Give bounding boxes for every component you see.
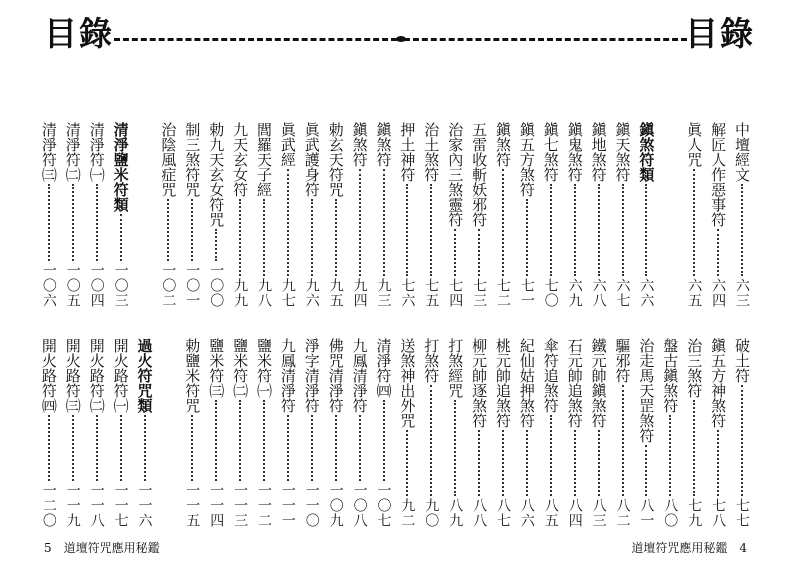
- toc-entry: [254, 122, 274, 308]
- toc-entry: [397, 122, 417, 308]
- toc-entry-page: 一一二: [256, 483, 272, 528]
- toc-entry: [326, 122, 346, 308]
- dot-leader: [526, 199, 528, 276]
- toc-entry-title: 閭羅天子經: [255, 122, 273, 197]
- toc-entry-title: 眞人咒: [685, 122, 704, 167]
- toc-entry-title: 清淨符㈠: [87, 122, 106, 182]
- toc-entry-page: 一〇一: [184, 263, 201, 308]
- toc-entry-page: 一〇八: [351, 483, 368, 528]
- dot-leader: [550, 415, 552, 496]
- toc-entry: [541, 122, 561, 308]
- toc-entry-title: 破土符: [733, 338, 751, 383]
- toc-entry-title: 盤古鎭煞符: [661, 338, 680, 413]
- toc-entry-title: 中壇經文: [733, 122, 751, 182]
- toc-entry-title: 鎭煞符: [374, 122, 393, 167]
- dot-leader: [191, 199, 193, 261]
- toc-entry-title: 勅玄天符咒: [326, 122, 345, 197]
- toc-entry-title: 鹽米符㈢: [207, 338, 226, 398]
- dot-leader: [215, 400, 217, 481]
- dot-leader: [167, 199, 169, 261]
- toc-entry: [230, 338, 250, 528]
- toc-entry-page: 九六: [303, 278, 320, 308]
- toc-entry-page: 一〇七: [375, 483, 392, 528]
- dot-leader: [335, 415, 337, 481]
- toc-entry-title: 送煞神出外咒: [398, 338, 417, 428]
- toc-entry-page: 七四: [447, 278, 464, 308]
- toc-entry-page: 一〇〇: [208, 263, 225, 308]
- dot-leader: [741, 184, 743, 276]
- toc-entry-page: 七九: [686, 498, 703, 528]
- dot-leader: [335, 199, 337, 276]
- dot-leader: [287, 169, 289, 276]
- toc-entry-title: 開火路符㈡: [87, 338, 106, 413]
- toc-entry-title: 清淨符㈣: [374, 338, 393, 398]
- toc-entry-page: 九八: [256, 278, 272, 308]
- toc-entry: [613, 338, 633, 528]
- toc-entry-page: 一二〇: [40, 483, 57, 528]
- book-title-left: 道壇符咒應用秘鑑: [63, 541, 160, 555]
- toc-entry-title: 鎭煞符類: [637, 122, 656, 182]
- toc-entry-page: 七五: [423, 278, 440, 308]
- toc-entry-page: 一一七: [112, 483, 129, 528]
- dot-leader: [502, 169, 504, 276]
- dot-leader: [311, 415, 313, 481]
- dot-leader: [454, 400, 456, 496]
- toc-entry-title: 淨字清淨符: [302, 338, 321, 413]
- toc-entry-page: 一一一: [279, 483, 296, 528]
- toc-entry-page: 一〇二: [160, 263, 177, 308]
- toc-entry-title: 開火路符㈢: [63, 338, 82, 413]
- dot-leader: [622, 184, 624, 276]
- toc-entry: [565, 338, 585, 528]
- toc-entry-title: 九鳳清淨符: [350, 338, 369, 413]
- toc-entry: [421, 338, 441, 528]
- toc-entry-page: 八八: [471, 498, 488, 528]
- dot-leader: [502, 430, 504, 496]
- dot-leader: [359, 415, 361, 481]
- toc-entry: [374, 338, 394, 528]
- toc-entry: [87, 122, 107, 308]
- dot-leader: [359, 169, 361, 276]
- toc-entry-page: 七七: [734, 498, 750, 528]
- toc-entry-page: 一〇三: [112, 263, 129, 308]
- toc-entry: [397, 338, 417, 528]
- toc-entry: [636, 338, 656, 528]
- toc-entry: [469, 338, 489, 528]
- toc-entry-page: 六七: [614, 278, 631, 308]
- toc-entry: [493, 122, 513, 308]
- toc-entry: [158, 122, 178, 308]
- toc-entry: [111, 338, 131, 528]
- toc-entry-title: 傘符追煞符: [541, 338, 560, 413]
- dot-leader: [263, 199, 265, 276]
- toc-entry-title: 眞武護身符: [302, 122, 321, 197]
- dot-leader: [526, 430, 528, 496]
- toc-entry-title: 五雷收斬妖邪符: [470, 122, 489, 227]
- dot-leader: [717, 229, 719, 276]
- dot-leader: [72, 415, 74, 481]
- toc-entry: [517, 338, 537, 528]
- dot-leader: [669, 415, 671, 496]
- toc-entry-title: 解匠人作惡事符: [709, 122, 728, 227]
- toc-entry-page: 八六: [518, 498, 535, 528]
- toc-entry: [684, 338, 704, 528]
- dot-leader: [430, 184, 432, 276]
- toc-entry: [541, 338, 561, 528]
- toc-entry: [565, 122, 585, 308]
- toc-entry-page: 一〇九: [327, 483, 344, 528]
- toc-entry-page: 八二: [614, 498, 631, 528]
- header-rule-left: [114, 38, 397, 41]
- dot-leader: [693, 400, 695, 496]
- toc-entry: [278, 338, 298, 528]
- toc-entry: [230, 122, 250, 308]
- toc-entry-title: 押土神符: [398, 122, 417, 182]
- toc-entry-page: 六八: [590, 278, 607, 308]
- toc-entry-page: 一〇四: [88, 263, 105, 308]
- toc-entry: [684, 122, 704, 308]
- toc-entry-page: 八五: [542, 498, 559, 528]
- toc-entry: [469, 122, 489, 308]
- toc-entry-page: 九〇: [423, 498, 440, 528]
- dot-leader: [550, 184, 552, 276]
- toc-entry: [302, 338, 322, 528]
- toc-entry-title: 九鳳清淨符: [278, 338, 297, 413]
- toc-entry-page: 七一: [518, 278, 535, 308]
- toc-entry: [421, 122, 441, 308]
- toc-entry: [182, 338, 202, 528]
- toc-entry: [493, 338, 513, 528]
- toc-entry-title: 制三煞符咒: [183, 122, 202, 197]
- toc-entry-title: 佛咒清淨符: [326, 338, 345, 413]
- toc-entry: [350, 338, 370, 528]
- toc-entry-title: 九天玄女符: [231, 122, 250, 197]
- toc-entry: [589, 338, 609, 528]
- toc-entry-page: 七六: [399, 278, 416, 308]
- dot-leader: [120, 415, 122, 481]
- toc-entry-page: 九四: [351, 278, 368, 308]
- dot-leader: [120, 214, 122, 261]
- toc-entry: [445, 338, 465, 528]
- dot-leader: [239, 400, 241, 481]
- toc-entry-page: 九五: [327, 278, 344, 308]
- toc-entry-title: 鐵元帥鎭煞符: [589, 338, 608, 428]
- dot-leader: [239, 199, 241, 276]
- dot-leader: [263, 400, 265, 481]
- toc-entry-page: 六四: [710, 278, 727, 308]
- toc-entry: [660, 338, 680, 528]
- toc-entry-title: 清淨符㈢: [39, 122, 58, 182]
- toc-entry-title: 清淨符㈡: [63, 122, 82, 182]
- toc-entry-title: 治陰風症咒: [159, 122, 178, 197]
- toc-entry-title: 鎭五方煞符: [517, 122, 536, 197]
- toc-entry-title: 清淨鹽米符類: [111, 122, 130, 212]
- toc-entry: [182, 122, 202, 308]
- toc-entry-page: 八〇: [662, 498, 679, 528]
- page-number-right: 4: [739, 541, 747, 555]
- toc-entry-title: 紀仙姑押煞符: [517, 338, 536, 428]
- toc-entry-page: 八三: [590, 498, 607, 528]
- toc-entry-title: 鎭五方神煞符: [709, 338, 728, 428]
- toc-entry-page: 六三: [734, 278, 750, 308]
- dot-leader: [598, 430, 600, 496]
- dot-leader: [622, 385, 624, 496]
- toc-entry-title: 眞武經: [278, 122, 297, 167]
- dot-leader: [645, 184, 647, 276]
- toc-entry: [326, 338, 346, 528]
- toc-entry-title: 勅九天玄女符咒: [207, 122, 226, 227]
- dot-leader: [478, 430, 480, 496]
- toc-entry-page: 六九: [566, 278, 583, 308]
- toc-entry-page: 七〇: [542, 278, 559, 308]
- toc-entry: [732, 338, 752, 528]
- toc-entry: [732, 122, 752, 308]
- page-title-right: 目錄: [685, 14, 755, 53]
- dot-leader: [311, 199, 313, 276]
- toc-entry-page: 九九: [232, 278, 249, 308]
- toc-entry-title: 鎭煞符: [350, 122, 369, 167]
- dot-leader: [96, 184, 98, 261]
- toc-entry-page: 九七: [279, 278, 296, 308]
- dot-leader: [48, 184, 50, 261]
- dot-leader: [383, 400, 385, 481]
- toc-entry-page: 七八: [710, 498, 727, 528]
- toc-entry-page: 八九: [447, 498, 464, 528]
- toc-entry-page: 八七: [495, 498, 511, 528]
- dot-leader: [96, 415, 98, 481]
- toc-entry-title: 鎭鬼煞符: [565, 122, 584, 182]
- toc-entry: [589, 122, 609, 308]
- toc-entry-page: 八四: [566, 498, 583, 528]
- dot-leader: [72, 184, 74, 261]
- toc-entry: [636, 122, 656, 308]
- dot-leader: [478, 229, 480, 276]
- toc-entry: [302, 122, 322, 308]
- toc-entry-page: 八一: [638, 498, 655, 528]
- toc-entry-title: 驅邪符: [613, 338, 632, 383]
- dot-leader: [693, 169, 695, 276]
- toc-entry-title: 鹽米符㈡: [231, 338, 250, 398]
- dot-leader: [454, 229, 456, 276]
- toc-entry: [135, 338, 155, 528]
- footer-left: [38, 540, 166, 556]
- toc-entry-title: 鎭地煞符: [589, 122, 608, 182]
- toc-entry: [63, 338, 83, 528]
- toc-entry: [111, 122, 131, 308]
- toc-entry-page: 一一九: [64, 483, 81, 528]
- header-rule-right: [404, 38, 687, 41]
- toc-entry: [206, 122, 226, 308]
- toc-entry-title: 石元帥追煞符: [565, 338, 584, 428]
- toc-entry-page: 六六: [638, 278, 655, 308]
- dot-leader: [645, 445, 647, 496]
- toc-entry: [87, 338, 107, 528]
- toc-entry: [613, 122, 633, 308]
- toc-entry-title: 開火路符㈣: [39, 338, 58, 413]
- toc-entry-title: 打煞符: [422, 338, 441, 383]
- toc-entry-title: 治三煞符: [685, 338, 704, 398]
- toc-entry-page: 九三: [375, 278, 392, 308]
- toc-entry: [278, 122, 298, 308]
- toc-entry: [254, 338, 274, 528]
- toc-entry-page: 一一五: [184, 483, 201, 528]
- dot-leader: [717, 430, 719, 496]
- toc-entry: [708, 338, 728, 528]
- toc-entry-title: 治走馬天罡煞符: [637, 338, 656, 443]
- dot-leader: [144, 415, 146, 481]
- toc-entry-page: 七三: [471, 278, 488, 308]
- toc-entry-page: 九二: [399, 498, 416, 528]
- dot-leader: [598, 184, 600, 276]
- dot-leader: [741, 385, 743, 496]
- toc-entry-title: 開火路符㈠: [111, 338, 130, 413]
- toc-entry: [39, 338, 59, 528]
- toc-entry-title: 治土煞符: [422, 122, 441, 182]
- dot-leader: [574, 184, 576, 276]
- toc-entry-title: 勅鹽米符咒: [183, 338, 202, 413]
- dot-leader: [215, 229, 217, 261]
- toc-entry: [445, 122, 465, 308]
- toc-entry-title: 鹽米符㈠: [255, 338, 273, 398]
- toc-entry-page: 一一四: [208, 483, 225, 528]
- toc-entry-title: 柳元帥逐煞符: [470, 338, 489, 428]
- footer-right: [625, 540, 753, 556]
- toc-entry-title: 鎭煞符: [494, 122, 512, 167]
- toc-entry-title: 鎭七煞符: [541, 122, 560, 182]
- toc-entry: [708, 122, 728, 308]
- toc-entry-page: 六五: [686, 278, 703, 308]
- dot-leader: [383, 169, 385, 276]
- toc-entry-title: 過火符咒類: [135, 338, 154, 413]
- toc-entry-title: 治家內三煞靈符: [446, 122, 465, 227]
- dot-leader: [287, 415, 289, 481]
- toc-entry: [350, 122, 370, 308]
- toc-entry: [517, 122, 537, 308]
- toc-entry-title: 桃元帥追煞符: [494, 338, 512, 428]
- toc-entry: [206, 338, 226, 528]
- toc-entry: [63, 122, 83, 308]
- book-title-right: 道壇符咒應用秘鑑: [631, 541, 728, 555]
- dot-leader: [430, 385, 432, 496]
- toc-entry-page: 一一三: [232, 483, 249, 528]
- toc-entry-page: 一一〇: [303, 483, 320, 528]
- dot-leader: [48, 415, 50, 481]
- page-number-left: 5: [44, 541, 52, 555]
- toc-entry-title: 打煞經咒: [446, 338, 465, 398]
- toc-entry: [374, 122, 394, 308]
- toc-entry-page: 一一六: [136, 483, 153, 528]
- toc-entry-page: 一一八: [88, 483, 105, 528]
- dot-leader: [406, 184, 408, 276]
- page-title-left: 目錄: [44, 14, 114, 53]
- toc-entry-page: 七二: [495, 278, 511, 308]
- dot-leader: [406, 430, 408, 496]
- toc-entry-title: 鎭天煞符: [613, 122, 632, 182]
- toc-entry: [39, 122, 59, 308]
- toc-entry-page: 一〇六: [40, 263, 57, 308]
- toc-entry-page: 一〇五: [64, 263, 81, 308]
- dot-leader: [191, 415, 193, 481]
- dot-leader: [574, 430, 576, 496]
